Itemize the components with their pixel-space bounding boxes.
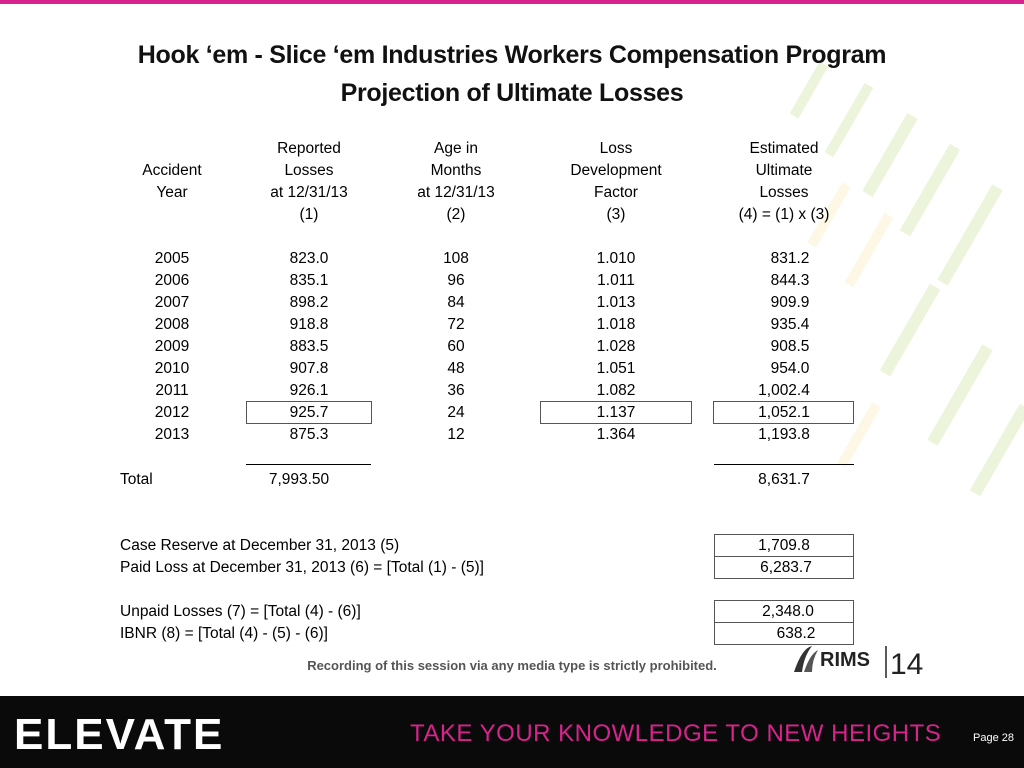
header-reported-1: Reported — [277, 140, 341, 157]
header-reported-3: at 12/31/13 — [270, 184, 348, 201]
cell-age: 48 — [447, 360, 465, 377]
header-ultimate-4: (4) = (1) x (3) — [738, 206, 830, 223]
summary-value-paid-loss: 6,283.7 — [760, 559, 812, 576]
header-ldf-3: Factor — [594, 184, 638, 201]
cell-year: 2013 — [154, 426, 190, 443]
slide-title — [0, 36, 1024, 112]
header-age-4: (2) — [446, 206, 466, 223]
summary-value-case-reserve: 1,709.8 — [758, 537, 810, 554]
header-accident-2: Year — [156, 184, 188, 201]
cell-ultimate: 844.3 — [770, 272, 810, 289]
cell-year: 2006 — [154, 272, 190, 289]
footer-tagline: TAKE YOUR KNOWLEDGE TO NEW HEIGHTS — [410, 720, 942, 747]
summary-label-unpaid: Unpaid Losses (7) = [Total (4) - (6)] — [120, 603, 361, 620]
header-reported-2: Losses — [284, 162, 334, 179]
summary-label-case-reserve: Case Reserve at December 31, 2013 (5) — [120, 537, 400, 554]
cell-reported: 907.8 — [289, 360, 329, 377]
total-reported: 7,993.50 — [268, 471, 330, 488]
cell-age: 108 — [443, 250, 469, 267]
cell-ldf: 1.051 — [596, 360, 636, 377]
header-ldf-4: (3) — [606, 206, 626, 223]
elevate-logo: ELEVATE — [14, 710, 225, 759]
cell-ldf: 1.013 — [596, 294, 636, 311]
cell-age: 60 — [447, 338, 465, 355]
cell-reported: 926.1 — [289, 382, 329, 399]
title-line-2: Projection of Ultimate Losses — [340, 79, 684, 107]
header-age-2: Months — [430, 162, 482, 179]
cell-year: 2008 — [154, 316, 190, 333]
cell-ultimate: 1,193.8 — [758, 426, 810, 443]
header-ldf-2: Development — [570, 162, 662, 179]
summary-label-paid-loss: Paid Loss at December 31, 2013 (6) = [Total (1) - (5)] — [120, 559, 484, 576]
cell-age: 84 — [447, 294, 465, 311]
cell-age: 24 — [447, 404, 465, 421]
cell-ultimate: 935.4 — [770, 316, 810, 333]
total-underline-ultimate — [714, 464, 854, 465]
header-ultimate-2: Ultimate — [755, 162, 813, 179]
cell-reported: 925.7 — [289, 404, 329, 421]
cell-year: 2009 — [154, 338, 190, 355]
cell-age: 96 — [447, 272, 465, 289]
header-ldf-1: Loss — [599, 140, 633, 157]
cell-year: 2005 — [154, 250, 190, 267]
header-reported-4: (1) — [299, 206, 319, 223]
cell-age: 12 — [447, 426, 465, 443]
cell-reported: 883.5 — [289, 338, 329, 355]
summary-value-unpaid: 2,348.0 — [762, 603, 814, 620]
cell-year: 2012 — [154, 404, 190, 421]
cell-reported: 835.1 — [289, 272, 329, 289]
cell-ldf: 1.028 — [596, 338, 636, 355]
cell-reported: 875.3 — [289, 426, 329, 443]
rims-logo-number: 14 — [890, 648, 924, 681]
header-age-1: Age in — [434, 140, 478, 157]
top-accent-bar — [0, 0, 1024, 4]
header-age-3: at 12/31/13 — [417, 184, 495, 201]
cell-year: 2011 — [155, 382, 189, 399]
cell-year: 2007 — [154, 294, 190, 311]
cell-ultimate: 954.0 — [770, 360, 810, 377]
footer-bar — [0, 696, 1024, 768]
cell-ultimate: 831.2 — [770, 250, 810, 267]
cell-ldf: 1.018 — [596, 316, 636, 333]
header-accident-1: Accident — [142, 162, 202, 179]
cell-ultimate: 1,052.1 — [758, 404, 810, 421]
cell-ldf: 1.364 — [596, 426, 636, 443]
rims-logo — [790, 642, 930, 682]
summary-value-ibnr: 638.2 — [776, 625, 816, 642]
cell-ldf: 1.011 — [597, 272, 635, 289]
summary-label-ibnr: IBNR (8) = [Total (4) - (5) - (6)] — [120, 625, 328, 642]
rims-logo-text: RIMS — [820, 649, 870, 671]
cell-reported: 823.0 — [289, 250, 329, 267]
total-ultimate: 8,631.7 — [758, 471, 810, 488]
total-label: Total — [120, 471, 153, 488]
cell-reported: 918.8 — [289, 316, 329, 333]
cell-ldf: 1.010 — [596, 250, 636, 267]
page-number: Page 28 — [973, 732, 1014, 744]
cell-ldf: 1.137 — [596, 404, 636, 421]
header-ultimate-3: Losses — [759, 184, 809, 201]
cell-reported: 898.2 — [289, 294, 329, 311]
cell-age: 36 — [447, 382, 465, 399]
cell-ultimate: 909.9 — [770, 294, 810, 311]
title-line-1: Hook ‘em - Slice ‘em Industries Workers Compensation Program — [137, 41, 887, 69]
header-ultimate-1: Estimated — [749, 140, 819, 157]
cell-ultimate: 908.5 — [770, 338, 810, 355]
cell-age: 72 — [447, 316, 465, 333]
cell-year: 2010 — [154, 360, 190, 377]
cell-ultimate: 1,002.4 — [758, 382, 810, 399]
recording-notice: Recording of this session via any media type is strictly prohibited. — [307, 658, 717, 673]
cell-ldf: 1.082 — [596, 382, 636, 399]
total-underline-reported — [246, 464, 371, 465]
